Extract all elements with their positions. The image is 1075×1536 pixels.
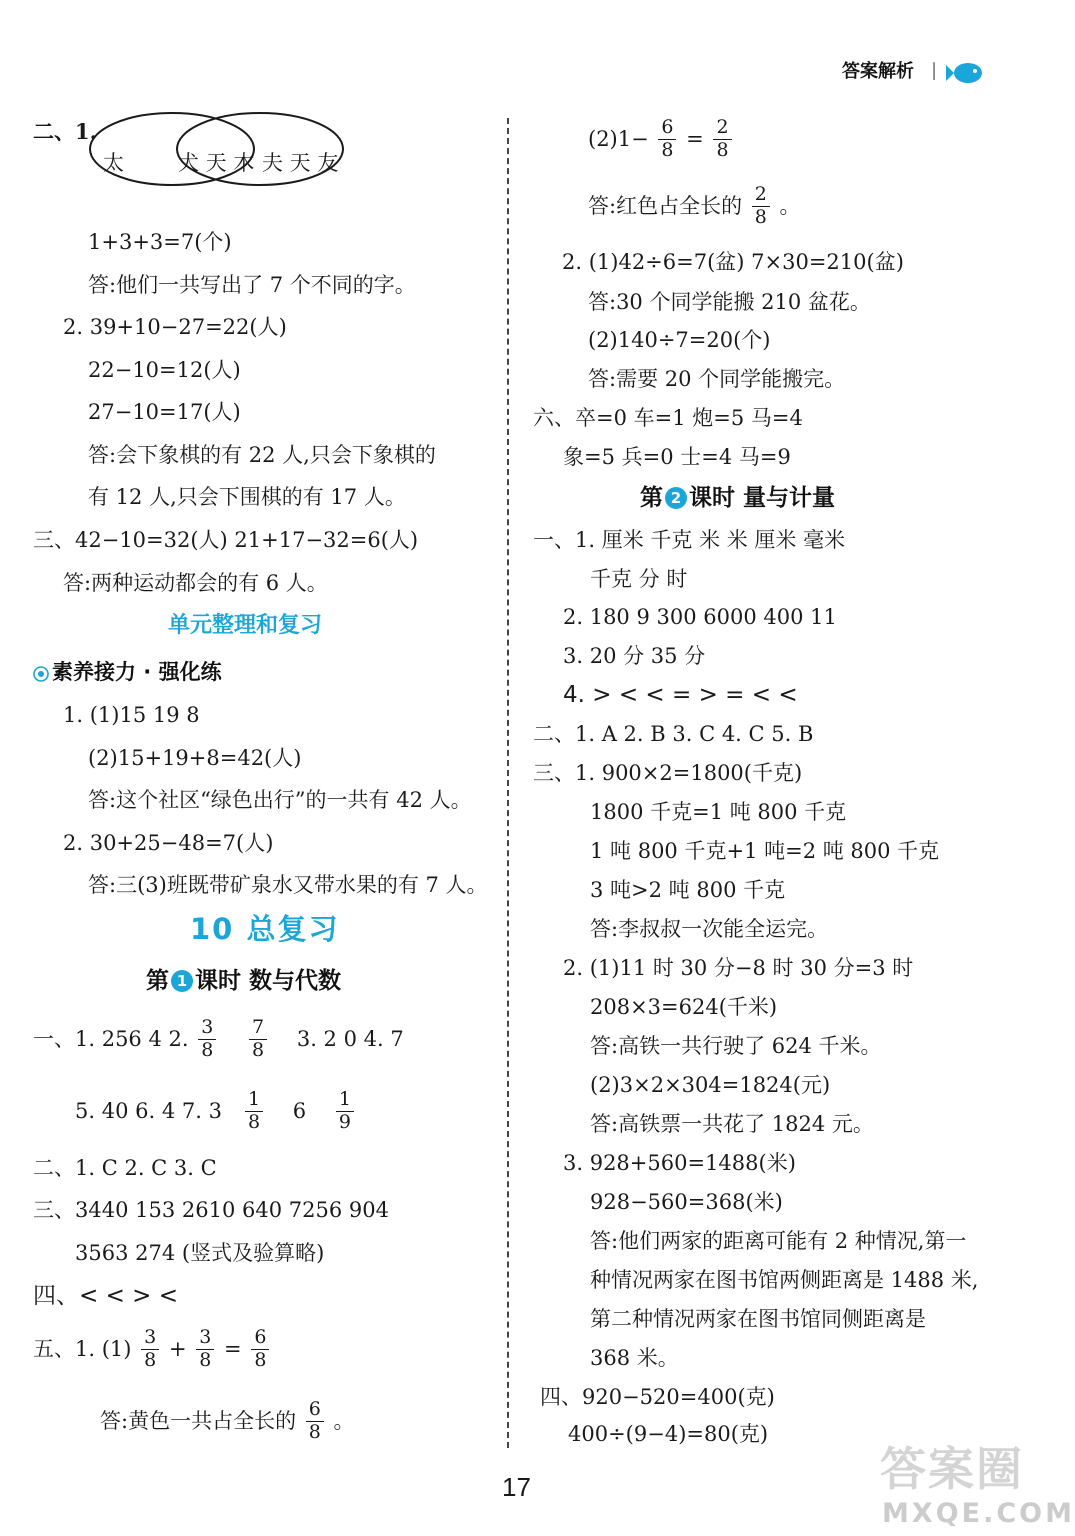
answer-line: 22−10=12(人) [88,358,241,382]
column-divider [507,118,509,1448]
header-title: 答案解析 [842,61,914,82]
answer-line: 答:三(3)班既带矿泉水又带水果的有 7 人。 [88,873,488,897]
unit-review-heading: 单元整理和复习 [168,613,323,638]
header-separator: | [931,60,938,81]
answer-line: 答:他们一共写出了 7 个不同的字。 [88,273,416,297]
answer-line: 象=5 兵=0 士=4 马=9 [563,445,791,469]
lesson-number-badge: 1 [171,970,193,992]
answer-line: 有 12 人,只会下围棋的有 17 人。 [88,485,406,509]
answer-line: 答:30 个同学能搬 210 盆花。 [588,290,871,314]
answer-line: 4. > < < = > = < < [563,682,798,708]
answer-line: 一、1. 厘米 千克 米 米 厘米 毫米 [533,528,846,552]
venn-diagram [86,110,348,188]
answer-line: 六、卒=0 车=1 炮=5 马=4 [533,406,803,430]
answer-line: 答:李叔叔一次能全运完。 [590,917,829,941]
answer-row-fractions: 5. 40 6. 4 7. 3 $\frac{1}{8}$ 6 $\frac{1}{9}$ [75,1090,357,1133]
answer-line: 二、1. C 2. C 3. C [33,1156,217,1180]
answer-line: 二、1. A 2. B 3. C 4. C 5. B [533,722,814,746]
venn-right-text: 夫 天 友 [262,151,339,175]
answer-line: 3. 928+560=1488(米) [563,1151,796,1175]
watermark-url: MXQE.COM [882,1498,1075,1529]
answer-line: 三、42−10=32(人) 21+17−32=6(人) [33,528,419,552]
answer-line: 2. 39+10−27=22(人) [63,315,287,339]
answer-line: 三、1. 900×2=1800(千克) [533,761,803,785]
answer-line: 种情况两家在图书馆两侧距离是 1488 米, [590,1268,979,1292]
answer-line: 3. 20 分 35 分 [563,644,706,668]
answer-line: 四、< < > < [33,1283,179,1309]
answer-row-fractions: 五、1. (1) $\frac{3}{8}$ + $\frac{3}{8}$ = $\frac{6}{8}$ [33,1328,272,1371]
answer-line: 答:高铁一共行驶了 624 千米。 [590,1034,882,1058]
lesson1-heading: 第 1 课时 数与代数 [146,968,342,994]
answer-line: 2. 30+25−48=7(人) [63,831,274,855]
answer-line: 答:两种运动都会的有 6 人。 [63,571,328,595]
answer-line: 千克 分 时 [590,567,688,591]
answer-line: (2)3×2×304=1824(元) [590,1073,831,1097]
lesson-number-badge: 2 [665,487,687,509]
practice-heading: 素养接力 · 强化练 [52,660,222,684]
answer-line: 2. (1)11 时 30 分−8 时 30 分=3 时 [563,956,914,980]
lesson2-heading: 第 2 课时 量与计量 [640,485,836,511]
fish-logo-icon [944,60,984,86]
answer-line: 2. (1)42÷6=7(盆) 7×30=210(盆) [562,250,904,274]
answer-line: (2)15+19+8=42(人) [88,746,302,770]
answer-line: 2. 180 9 300 6000 400 11 [563,605,837,629]
answer-line: 3563 274 (竖式及验算略) [75,1241,325,1265]
answer-line: 368 米。 [590,1346,679,1370]
q2-label: 二、1. [33,119,97,144]
venn-middle-text: 犬 天 木 [178,151,255,175]
answer-line: 答:这个社区“绿色出行”的一共有 42 人。 [88,788,472,812]
answer-line: 928−560=368(米) [590,1190,783,1214]
answer-line: 400÷(9−4)=80(克) [568,1422,769,1446]
answer-line: (2)140÷7=20(个) [588,328,771,352]
answer-row-fractions: 答:黄色一共占全长的 $\frac{6}{8}$ 。 [100,1398,355,1443]
page-number: 17 [502,1472,531,1502]
answer-line: 27−10=17(人) [88,400,241,424]
answer-line: 答:会下象棋的有 22 人,只会下象棋的 [88,443,436,467]
answer-line: 四、920−520=400(克) [540,1385,775,1409]
answer-line: 三、3440 153 2610 640 7256 904 [33,1198,389,1222]
answer-line: 1 吨 800 千克+1 吨=2 吨 800 千克 [590,839,940,863]
answer-line: 1. (1)15 19 8 [63,703,200,727]
answer-line: 1800 千克=1 吨 800 千克 [590,800,847,824]
venn-left-text: 太 [103,151,124,175]
answer-line: 答:高铁票一共花了 1824 元。 [590,1112,874,1136]
answer-row-fractions: (2)1− $\frac{6}{8}$ = $\frac{2}{8}$ [588,118,735,161]
answer-line: 答:需要 20 个同学能搬完。 [588,367,846,391]
target-icon [33,666,49,682]
answer-line: 答:他们两家的距离可能有 2 种情况,第一 [590,1229,967,1253]
answer-row-fractions: 答:红色占全长的 $\frac{2}{8}$ 。 [588,183,801,228]
watermark-logo: 答案圈 [880,1442,1024,1496]
chapter-title: 10 总复习 [190,912,340,946]
answer-line: 3 吨>2 吨 800 千克 [590,878,786,902]
answer-line: 208×3=624(千米) [590,995,778,1019]
answer-line: 1+3+3=7(个) [88,230,232,254]
answer-row-fractions: 一、1. 256 4 2. $\frac{3}{8}$ $\frac{7}{8}$ 3. 2 0 4. 7 [33,1016,404,1061]
answer-line: 第二种情况两家在图书馆同侧距离是 [590,1307,926,1331]
